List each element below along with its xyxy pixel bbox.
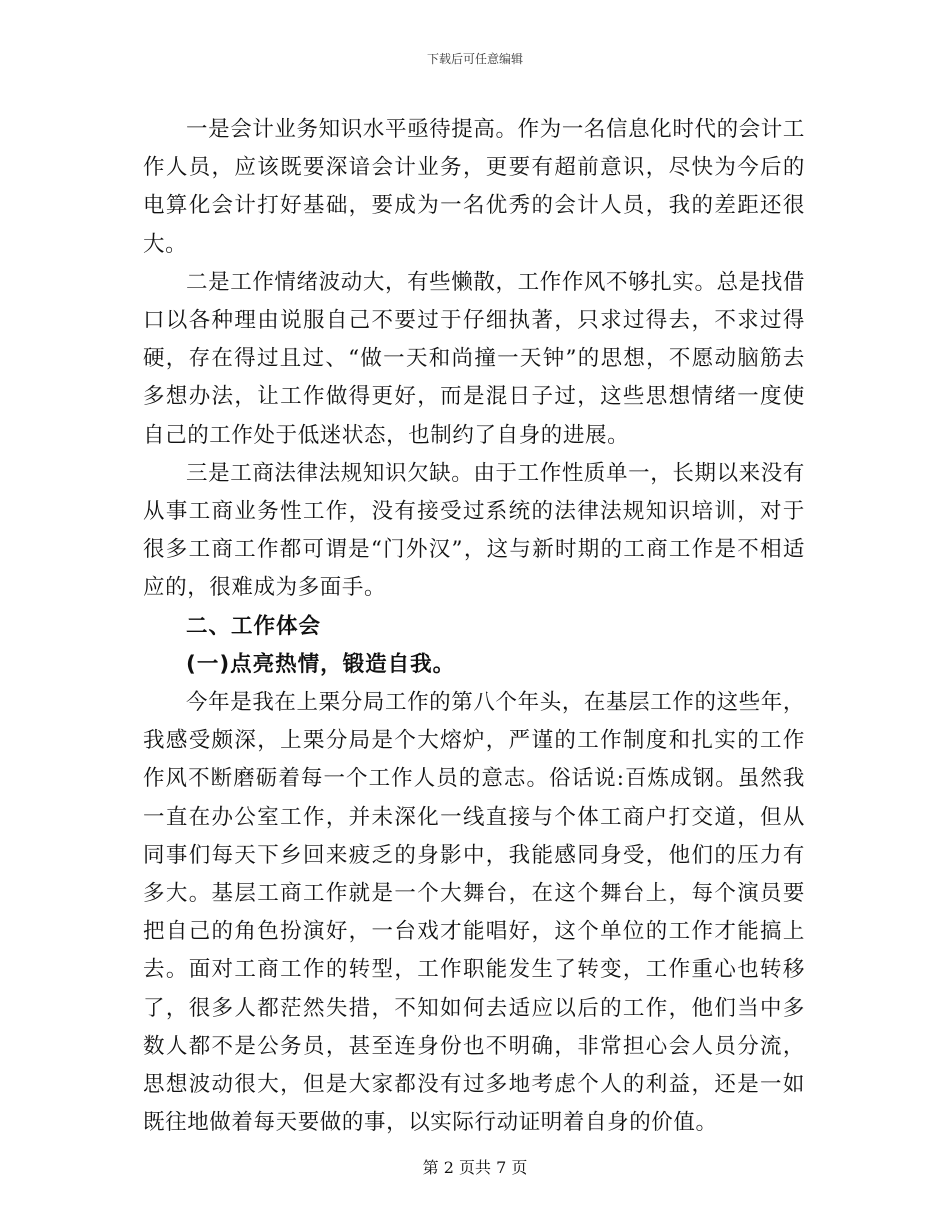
paragraph-2: 二是工作情绪波动大，有些懒散，工作作风不够扎实。总是找借口以各种理由说服自己不要过于仔细执著，只求过得去，不求过得硬，存在得过且过、“做一天和尚撞一天钟”的思想，不愿动脑筋去多想办法，让工作做得更好，而是混日子过，这些思想情绪一度使自己的工作处于低迷状态，也制约了自身的进展。: [143, 269, 805, 448]
paragraph-1: 一是会计业务知识水平亟待提高。作为一名信息化时代的会计工作人员，应该既要深谙会计业务，更要有超前意识，尽快为今后的电算化会计打好基础，要成为一名优秀的会计人员，我的差距还很大。: [143, 117, 805, 257]
section-heading: 二、工作体会: [186, 613, 322, 639]
page-header: 下载后可任意编辑: [426, 52, 523, 66]
paragraph-3: 三是工商法律法规知识欠缺。由于工作性质单一，长期以来没有从事工商业务性工作，没有接受过系统的法律法规知识培训，对于很多工商工作都可谓是“门外汉”，这与新时期的工商工作是不相适应的，很难成为多面手。: [143, 460, 805, 601]
body-paragraph: 今年是我在上栗分局工作的第八个年头，在基层工作的这些年，我感受颇深，上栗分局是个大熔炉，严谨的工作制度和扎实的工作作风不断磨砺着每一个工作人员的意志。俗话说:百炼成钢。虽然我一直在办公室工作，并未深化一线直接与个体工商户打交道，但从同事们每天下乡回来疲乏的身影中，我能感同身受，他们的压力有多大。基层工商工作就是一个大舞台，在这个舞台上，每个演员要把自己的角色扮演好，一台戏才能唱好，这个单位的工作才能搞上去。面对工商工作的转型，工作职能发生了转变，工作重心也转移了，很多人都茫然失措，不知如何去适应以后的工作，他们当中多数人都不是公务员，甚至连身份也不明确，非常担心会人员分流，思想波动很大，但是大家都没有过多地考虑个人的利益，还是一如既往地做着每天要做的事，以实际行动证明着自身的价值。: [143, 690, 805, 1136]
document-body: [143, 111, 805, 1142]
subsection-heading: (一)点亮热情，锻造自我。: [186, 651, 456, 677]
page-footer: 第 2 页共 7 页: [422, 1158, 528, 1177]
